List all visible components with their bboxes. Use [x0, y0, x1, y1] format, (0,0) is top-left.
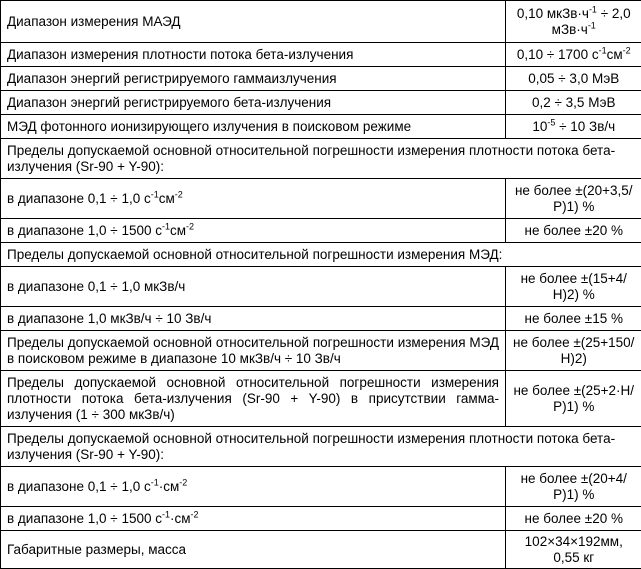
section-header-row [1, 427, 641, 467]
value-cell: не более ±(25+150/Н)2) [506, 331, 641, 371]
spec-row [1, 43, 641, 67]
value-cell: 0,2 ÷ 3,5 МэВ [506, 91, 641, 115]
parameter-cell: Диапазон измерения плотности потока бета-излучения [1, 43, 506, 67]
value-cell: не более ±20 % [506, 219, 641, 243]
spec-row [1, 115, 641, 139]
parameter-cell: в диапазоне 0,1 ÷ 1,0 мкЗв/ч [1, 267, 506, 307]
parameter-cell: Диапазон энергий регистрируемого бета-излучения [1, 91, 506, 115]
spec-row [1, 91, 641, 115]
value-cell: не более ±(15+4/Н)2) % [506, 267, 641, 307]
parameter-cell: Диапазон измерения МАЭД [1, 1, 506, 43]
parameter-cell: Пределы допускаемой основной относительной погрешности измерения МЭД в поисковом режиме в диапазоне 10 мкЗв/ч ÷ 10 Зв/ч [1, 331, 506, 371]
spec-row [1, 219, 641, 243]
parameter-cell: Габаритные размеры, масса [1, 531, 506, 569]
parameter-cell: в диапазоне 0,1 ÷ 1,0 $с^{-1}см^{-2}$ [1, 179, 506, 219]
spec-row [1, 307, 641, 331]
spec-row [1, 1, 641, 43]
parameter-cell: в диапазоне 1,0 мкЗв/ч ÷ 10 Зв/ч [1, 307, 506, 331]
spec-row [1, 371, 641, 427]
value-cell: 0,10 ÷ 1700 $с^{-1}см^{-2}$ [506, 43, 641, 67]
value-cell: не более ±20 % [506, 507, 641, 531]
value-cell: 0,10 $мкЗв\cdot ч^{-1} \div 2,0$ $мЗв\cdot ч^{-1}$ [506, 1, 641, 43]
value-cell: не более ±(20+3,5/Р)1) % [506, 179, 641, 219]
parameter-cell: Пределы допускаемой основной относительной погрешности измерения плотности потока бета-излучения (Sr-90 + Y-90) в присутствии гамма-излучения (1 ÷ 300 мкЗв/ч) [1, 371, 506, 427]
value-cell: не более ±15 % [506, 307, 641, 331]
spec-row [1, 467, 641, 507]
section-header-cell: Пределы допускаемой основной относительной погрешности измерения плотности потока бета-излучения (Sr-90 + Y-90): [1, 139, 641, 179]
value-cell: 0,05 ÷ 3,0 МэВ [506, 67, 641, 91]
section-header-cell: Пределы допускаемой основной относительной погрешности измерения плотности потока бета-излучения (Sr-90 + Y-90): [1, 427, 641, 467]
spec-row [1, 67, 641, 91]
parameter-cell: Диапазон энергий регистрируемого гаммаизлучения [1, 67, 506, 91]
spec-row [1, 267, 641, 307]
section-header-row [1, 243, 641, 267]
spec-row [1, 507, 641, 531]
parameter-cell: в диапазоне 0,1 ÷ 1,0 $с^{-1}\cdot см^{-2}$ [1, 467, 506, 507]
spec-row [1, 531, 641, 569]
parameter-cell: в диапазоне 1,0 ÷ 1500 $с^{-1}см^{-2}$ [1, 219, 506, 243]
parameter-cell: МЭД фотонного ионизирующего излучения в поисковом режиме [1, 115, 506, 139]
value-cell: не более ±(25+2·Н/Р)1) % [506, 371, 641, 427]
spec-row [1, 331, 641, 371]
value-cell: $10^{-5} \div 10$ Зв/ч [506, 115, 641, 139]
parameter-cell: в диапазоне 1,0 ÷ 1500 $с^{-1}\cdot см^{-2}$ [1, 507, 506, 531]
section-header-row [1, 139, 641, 179]
spec-row [1, 179, 641, 219]
section-header-cell: Пределы допускаемой основной относительной погрешности измерения МЭД: [1, 243, 641, 267]
value-cell: не более ±(20+4/Р)1) % [506, 467, 641, 507]
value-cell: 102×34×192мм, 0,55 кг [506, 531, 641, 569]
